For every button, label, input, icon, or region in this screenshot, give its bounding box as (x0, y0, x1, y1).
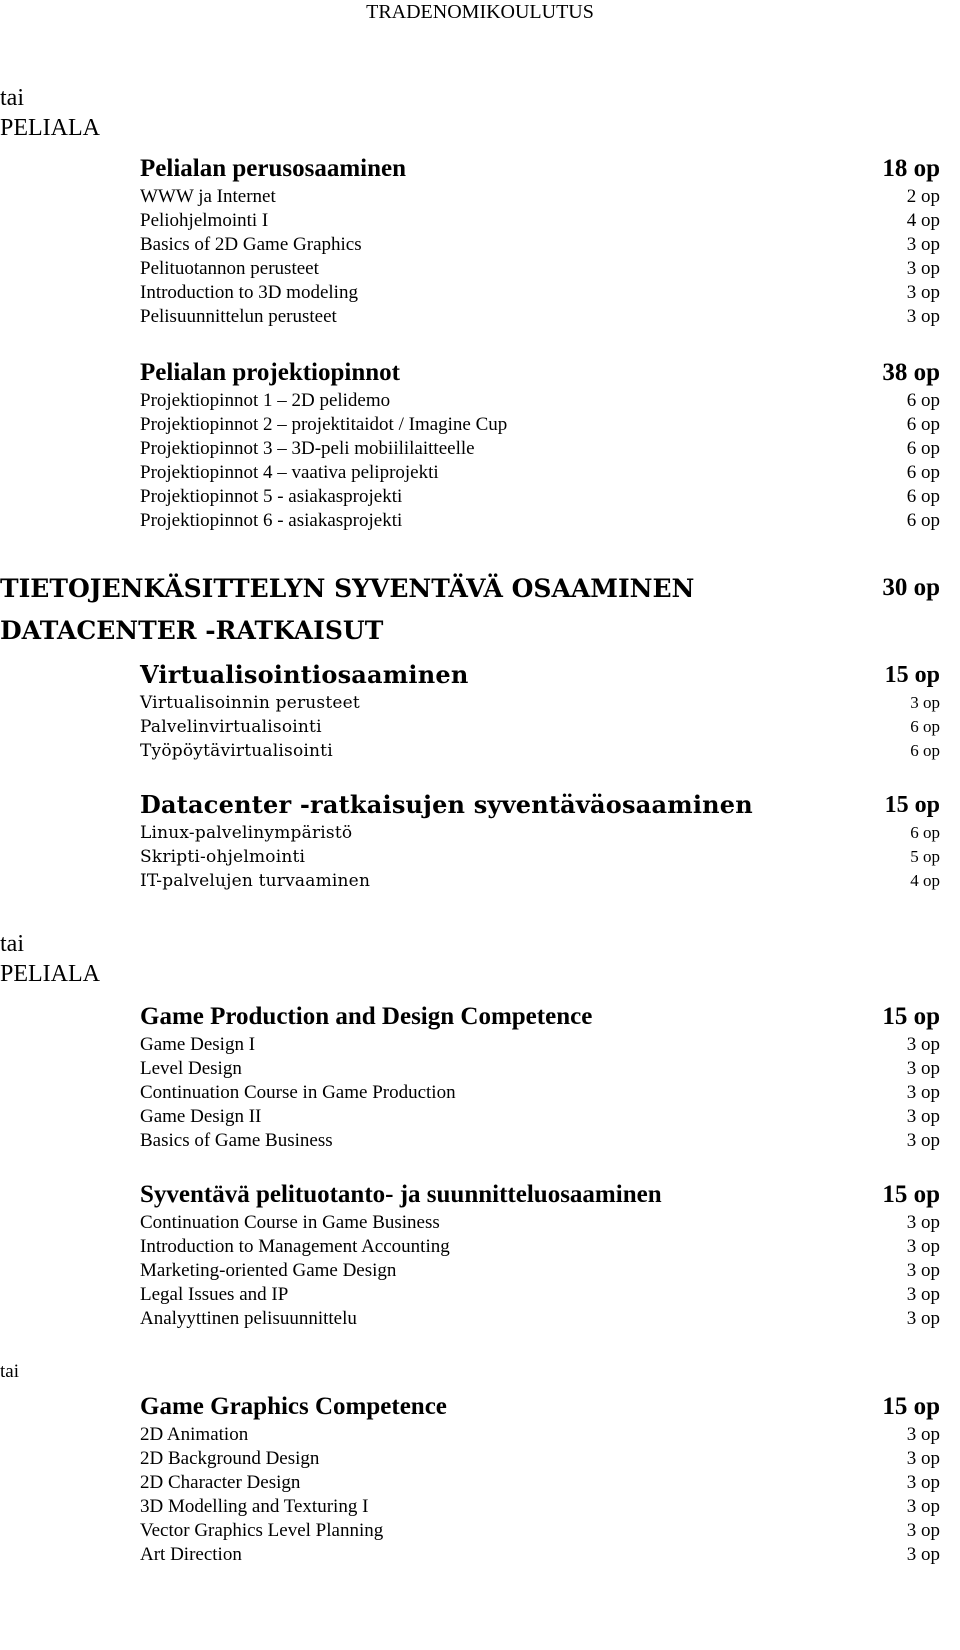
module-credits: 15 op (882, 1393, 940, 1420)
course-credits: 6 op (910, 823, 940, 842)
course-row (140, 868, 940, 894)
module-credits: 15 op (882, 1181, 940, 1208)
module-heading-game-production (140, 1002, 940, 1032)
course-row (140, 1422, 940, 1448)
course-credits: 3 op (906, 1212, 940, 1233)
course-credits: 6 op (910, 741, 940, 760)
course-credits: 5 op (910, 847, 940, 866)
course-credits: 6 op (906, 510, 940, 531)
module-credits: 15 op (884, 792, 940, 818)
course-name: Projektiopinnot 6 - asiakasprojekti (140, 510, 403, 531)
course-name: Basics of 2D Game Graphics (140, 234, 362, 255)
course-name: Game Design II (140, 1106, 262, 1127)
course-name: Introduction to Management Accounting (140, 1236, 450, 1257)
course-name: 2D Background Design (140, 1448, 320, 1469)
course-name: Virtualisoinnin perusteet (140, 693, 360, 713)
module-title: Pelialan perusosaaminen (140, 155, 406, 182)
course-row (140, 1104, 940, 1130)
course-name: Linux-palvelinympäristö (140, 823, 353, 843)
course-row (140, 1446, 940, 1472)
course-row (140, 690, 940, 716)
course-name: Projektiopinnot 4 – vaativa peliprojekti (140, 462, 439, 483)
course-name: Level Design (140, 1058, 242, 1079)
course-row (140, 1056, 940, 1082)
course-row (140, 1494, 940, 1520)
course-row (140, 1234, 940, 1260)
course-row (140, 1282, 940, 1308)
course-name: IT-palvelujen turvaaminen (140, 871, 371, 891)
course-credits: 3 op (906, 1520, 940, 1541)
course-row (140, 1128, 940, 1154)
course-row (140, 388, 940, 414)
course-row (140, 1542, 940, 1568)
page-header: TRADENOMIKOULUTUS (366, 1, 594, 23)
course-row (140, 280, 940, 306)
course-name: Art Direction (140, 1544, 242, 1565)
course-name: Projektiopinnot 5 - asiakasprojekti (140, 486, 403, 507)
course-name: Continuation Course in Game Production (140, 1082, 456, 1103)
course-credits: 3 op (906, 1308, 940, 1329)
course-credits: 6 op (906, 414, 940, 435)
module-title: Game Production and Design Competence (140, 1003, 593, 1030)
course-name: 2D Character Design (140, 1472, 301, 1493)
course-name: Työpöytävirtualisointi (140, 741, 333, 761)
course-row (140, 484, 940, 510)
module-title: Virtualisointiosaaminen (140, 660, 469, 689)
module-credits: 18 op (882, 155, 940, 182)
section-heading-tietojenkasittely (0, 574, 940, 606)
course-row (140, 184, 940, 210)
module-title: Syventävä pelituotanto- ja suunnitteluosaaminen (140, 1181, 662, 1208)
course-name: 3D Modelling and Texturing I (140, 1496, 369, 1517)
course-row (140, 1210, 940, 1236)
course-name: Game Design I (140, 1034, 256, 1055)
course-name: Pelisuunnittelun perusteet (140, 306, 337, 327)
section-title: TIETOJENKÄSITTELYN SYVENTÄVÄ OSAAMINEN (0, 574, 695, 603)
course-name: Projektiopinnot 2 – projektitaidot / Imagine Cup (140, 414, 508, 435)
course-credits: 3 op (906, 1424, 940, 1445)
module-title: Pelialan projektiopinnot (140, 359, 400, 386)
course-credits: 3 op (906, 1058, 940, 1079)
course-credits: 3 op (906, 1082, 940, 1103)
course-credits: 3 op (906, 1496, 940, 1517)
course-row (140, 1518, 940, 1544)
module-credits: 15 op (882, 1003, 940, 1030)
section-credits: 30 op (882, 574, 940, 601)
module-heading-pelialan-perusosaaminen (140, 154, 940, 184)
course-credits: 6 op (906, 390, 940, 411)
course-name: Analyyttinen pelisuunnittelu (140, 1308, 357, 1329)
course-credits: 3 op (906, 1260, 940, 1281)
course-row (140, 232, 940, 258)
course-name: Vector Graphics Level Planning (140, 1520, 384, 1541)
course-credits: 3 op (910, 693, 940, 712)
course-row (140, 1258, 940, 1284)
module-credits: 38 op (882, 359, 940, 386)
module-heading-syventava-pelituotanto (140, 1180, 940, 1210)
course-name: Palvelinvirtualisointi (140, 717, 322, 737)
course-credits: 3 op (906, 306, 940, 327)
alternative-marker-2: tai (0, 931, 24, 957)
module-heading-pelialan-projektiopinnot (140, 358, 940, 388)
course-row (140, 256, 940, 282)
course-credits: 3 op (906, 1284, 940, 1305)
module-heading-game-graphics (140, 1392, 940, 1422)
module-heading-datacenter-ratkaisujen (140, 790, 940, 820)
alternative-marker-3: tai (0, 1361, 19, 1382)
section-label-peliala-1: PELIALA (0, 115, 100, 141)
course-row (140, 714, 940, 740)
module-title: Datacenter -ratkaisujen syventäväosaaminen (140, 790, 753, 819)
course-credits: 3 op (906, 258, 940, 279)
course-credits: 4 op (906, 210, 940, 231)
course-credits: 3 op (906, 1034, 940, 1055)
course-credits: 4 op (910, 871, 940, 890)
course-row (140, 304, 940, 330)
course-name: Introduction to 3D modeling (140, 282, 358, 303)
course-row (140, 844, 940, 870)
course-name: WWW ja Internet (140, 186, 276, 207)
course-row (140, 1306, 940, 1332)
course-row (140, 412, 940, 438)
course-credits: 6 op (910, 717, 940, 736)
course-name: Continuation Course in Game Business (140, 1212, 440, 1233)
course-credits: 3 op (906, 1448, 940, 1469)
module-title: Game Graphics Competence (140, 1393, 447, 1420)
course-name: Projektiopinnot 3 – 3D-peli mobiililaitteelle (140, 438, 475, 459)
course-row (140, 436, 940, 462)
course-row (140, 1470, 940, 1496)
course-credits: 3 op (906, 1236, 940, 1257)
course-credits: 3 op (906, 1130, 940, 1151)
course-row (140, 820, 940, 846)
course-row (140, 508, 940, 534)
module-credits: 15 op (884, 662, 940, 688)
course-name: 2D Animation (140, 1424, 249, 1445)
course-credits: 3 op (906, 282, 940, 303)
course-row (140, 208, 940, 234)
course-name: Pelituotannon perusteet (140, 258, 319, 279)
course-row (140, 1032, 940, 1058)
course-row (140, 1080, 940, 1106)
course-credits: 3 op (906, 1544, 940, 1565)
course-name: Marketing-oriented Game Design (140, 1260, 397, 1281)
section-heading-datacenter (0, 616, 940, 648)
course-credits: 3 op (906, 234, 940, 255)
course-name: Projektiopinnot 1 – 2D pelidemo (140, 390, 391, 411)
section-title: DATACENTER -RATKAISUT (0, 616, 384, 645)
module-heading-virtualisointiosaaminen (140, 660, 940, 690)
course-row (140, 738, 940, 764)
section-label-peliala-2: PELIALA (0, 961, 100, 987)
course-credits: 3 op (906, 1106, 940, 1127)
course-row (140, 460, 940, 486)
course-name: Basics of Game Business (140, 1130, 333, 1151)
course-credits: 2 op (906, 186, 940, 207)
alternative-marker-1: tai (0, 85, 24, 111)
course-name: Peliohjelmointi I (140, 210, 269, 231)
course-credits: 6 op (906, 438, 940, 459)
course-name: Legal Issues and IP (140, 1284, 289, 1305)
course-name: Skripti-ohjelmointi (140, 847, 306, 867)
course-credits: 6 op (906, 462, 940, 483)
course-credits: 6 op (906, 486, 940, 507)
course-credits: 3 op (906, 1472, 940, 1493)
